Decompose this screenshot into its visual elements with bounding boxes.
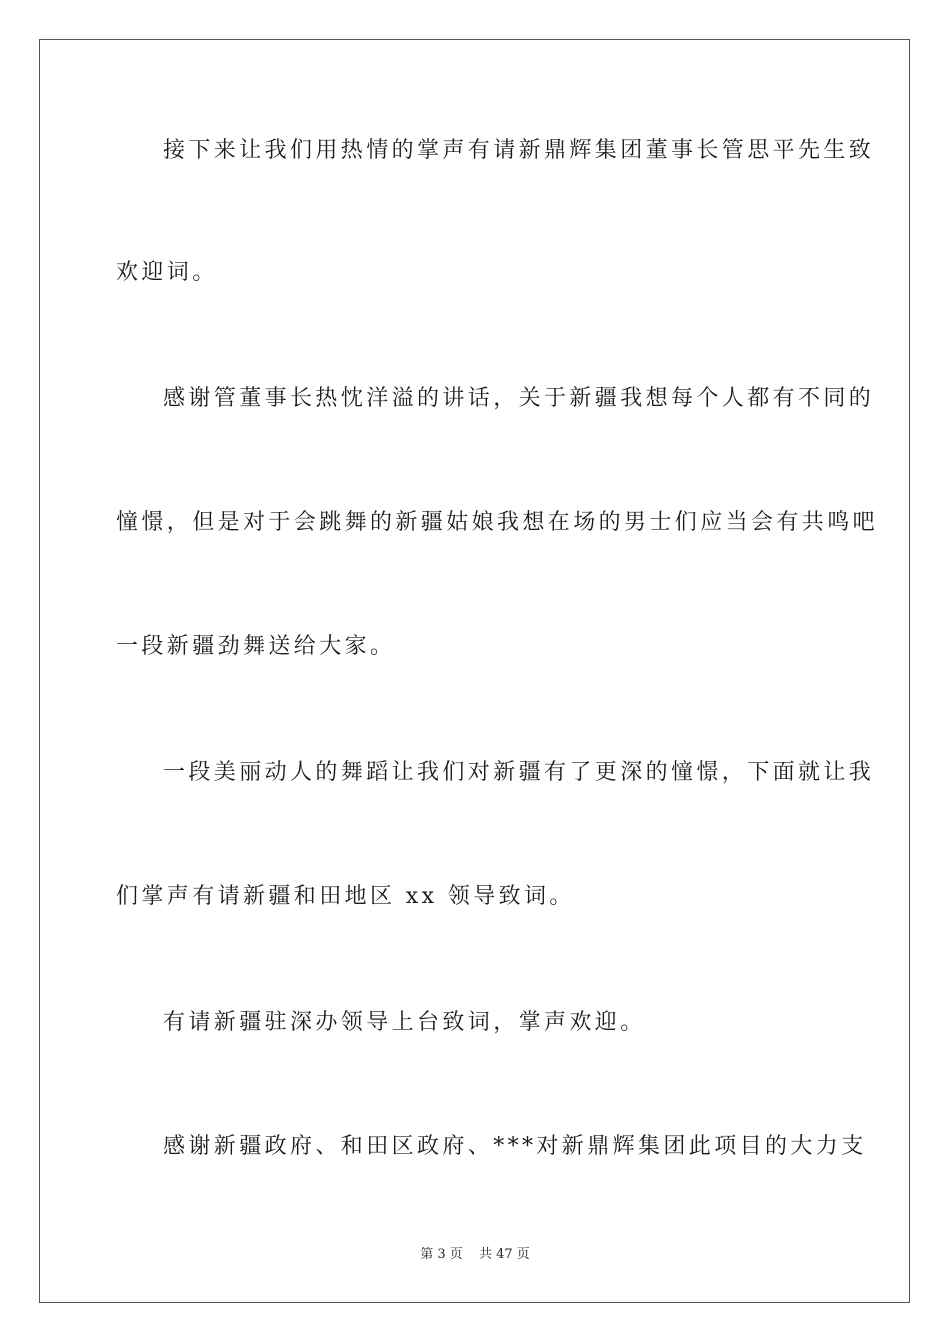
total-pages: 共 47 页 [478,1247,530,1262]
paragraph-line: 一段新疆劲舞送给大家。 [116,634,396,659]
page-number: 第 3 页 [420,1247,463,1262]
paragraph-line: 一段美丽动人的舞蹈让我们对新疆有了更深的憧憬，下面就让我 [163,760,875,785]
paragraph-line: 感谢管董事长热忱洋溢的讲话，关于新疆我想每个人都有不同的 [163,386,875,411]
paragraph-line: 接下来让我们用热情的掌声有请新鼎辉集团董事长管思平先生致 [163,138,875,163]
paragraph-line: 感谢新疆政府、和田区政府、***对新鼎辉集团此项目的大力支 [163,1134,867,1159]
paragraph-line: 有请新疆驻深办领导上台致词，掌声欢迎。 [163,1010,646,1035]
page-footer [0,1246,950,1264]
paragraph-line: 憧憬，但是对于会跳舞的新疆姑娘我想在场的男士们应当会有共鸣吧 [116,510,879,535]
page-frame [39,39,910,1303]
paragraph-line: 欢迎词。 [116,260,218,285]
paragraph-line: 们掌声有请新疆和田地区 xx 领导致词。 [116,884,575,909]
